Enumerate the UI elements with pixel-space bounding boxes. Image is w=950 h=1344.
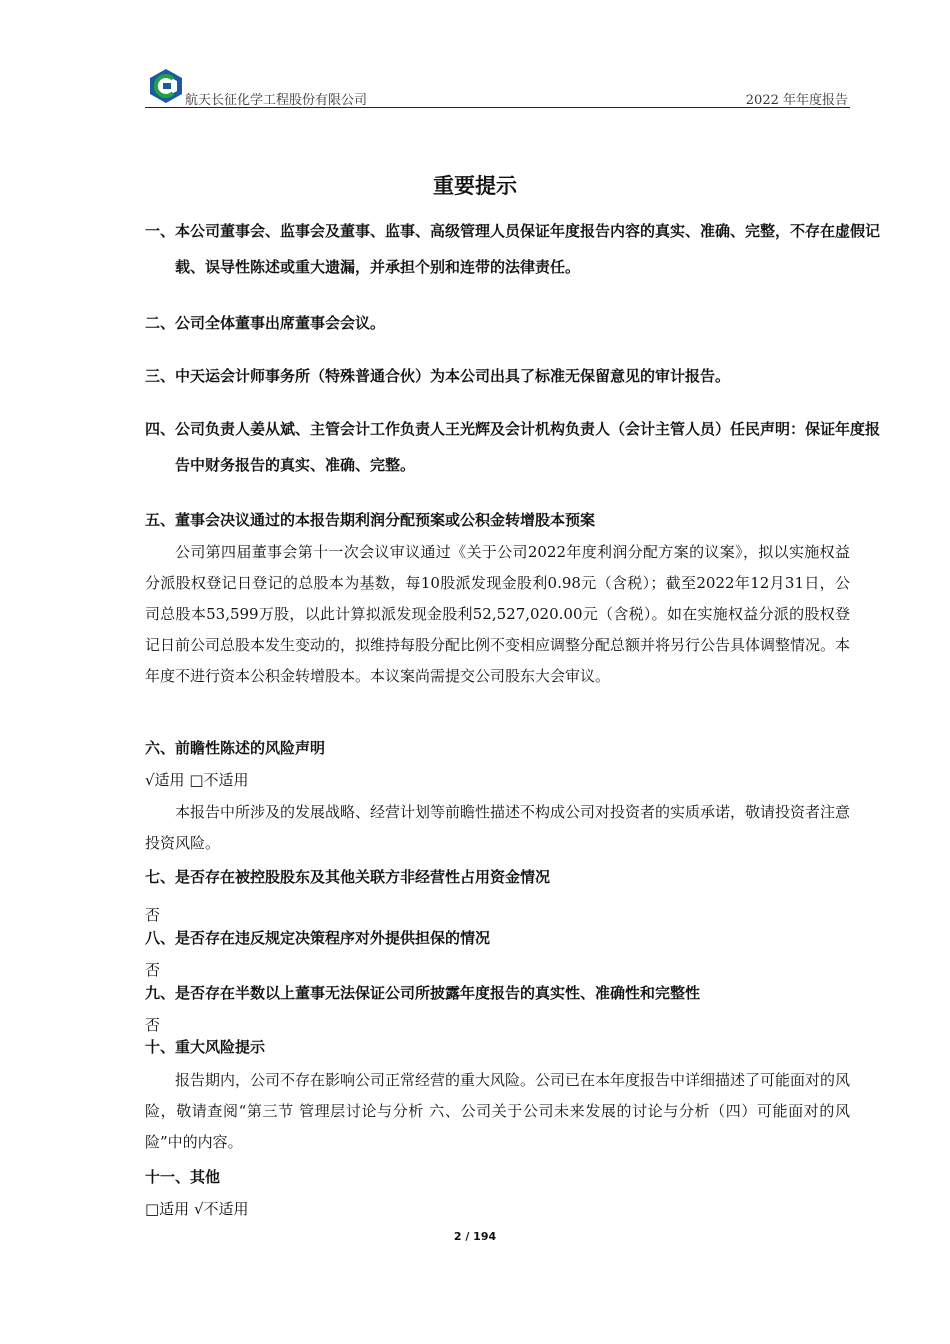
item-10-heading: 十、重大风险提示 (145, 1038, 266, 1056)
item-6-applicability: √适用 □不适用 (145, 771, 249, 789)
company-name: 航天长征化学工程股份有限公司 (185, 93, 368, 108)
item-5-heading: 五、董事会决议通过的本报告期利润分配预案或公积金转增股本预案 (145, 511, 596, 529)
item-8-heading: 八、是否存在违反规定决策程序对外提供担保的情况 (145, 929, 491, 947)
item-9-answer: 否 (145, 1016, 161, 1034)
item-1: 一、本公司董事会、监事会及董事、监事、高级管理人员保证年度报告内容的真实、准确、完整，不存在虚假记载、误导性陈述或重大遗漏，并承担个别和连带的法律责任。 (145, 222, 881, 276)
item-6-heading: 六、前瞻性陈述的风险声明 (145, 739, 326, 757)
item-6-paragraph: 本报告中所涉及的发展战略、经营计划等前瞻性描述不构成公司对投资者的实质承诺，敬请投资者注意投资风险。 (145, 803, 851, 852)
item-8-answer: 否 (145, 961, 161, 979)
page-number: 2 / 194 (453, 1230, 497, 1243)
header-divider (145, 107, 850, 108)
item-2: 二、公司全体董事出席董事会会议。 (145, 314, 386, 332)
item-5-paragraph: 公司第四届董事会第十一次会议审议通过《关于公司2022年度利润分配方案的议案》，拟以实施权益分派股权登记日登记的总股本为基数，每10股派发现金股利0.98元（含税）；截至2022年12月31日，公司总股本53,599万股，以此计算拟派发现金股利52,527,020.00元（含税）。如在实施权益分派的股权登记日前公司总股本发生变动的，拟维持每股分配比例不变相应调整分配总额并将另行公告具体调整情况。本年度不进行资本公积金转增股本。本议案尚需提交公司股东大会审议。 (145, 543, 851, 685)
item-9-heading: 九、是否存在半数以上董事无法保证公司所披露年度报告的真实性、准确性和完整性 (145, 984, 701, 1002)
company-logo-icon (148, 68, 184, 104)
item-11-heading: 十一、其他 (145, 1168, 221, 1186)
report-title: 2022 年年度报告 (745, 93, 848, 108)
page-header (145, 62, 850, 108)
item-7-heading: 七、是否存在被控股股东及其他关联方非经营性占用资金情况 (145, 868, 551, 886)
item-7-answer: 否 (145, 906, 161, 924)
item-4: 四、公司负责人姜从斌、主管会计工作负责人王光辉及会计机构负责人（会计主管人员）任民声明：保证年度报告中财务报告的真实、准确、完整。 (145, 420, 881, 474)
item-3: 三、中天运会计师事务所（特殊普通合伙）为本公司出具了标准无保留意见的审计报告。 (145, 367, 731, 385)
item-10-paragraph: 报告期内，公司不存在影响公司正常经营的重大风险。公司已在本年度报告中详细描述了可能面对的风险，敬请查阅“第三节 管理层讨论与分析 六、公司关于公司未来发展的讨论与分析（四）可能面对的风险”中的内容。 (145, 1071, 851, 1151)
item-11-applicability: □适用 √不适用 (145, 1200, 249, 1218)
page-title: 重要提示 (433, 174, 517, 198)
